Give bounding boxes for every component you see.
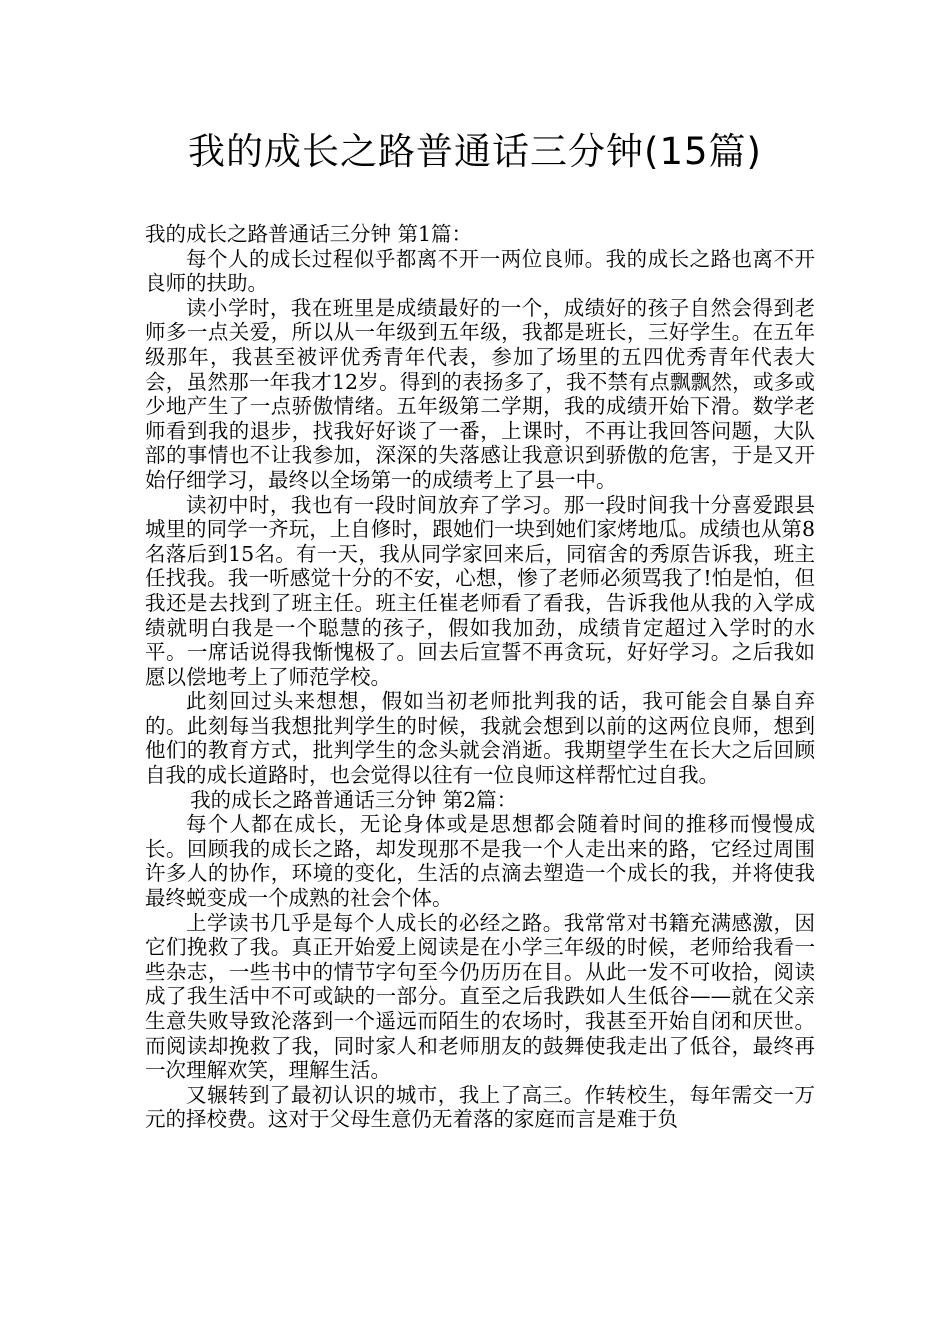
body-paragraph: 每个人都在成长，无论身体或是思想都会随着时间的推移而慢慢成长。回顾我的成长之路，却发现那不是我一个人走出来的路，它经过周围许多人的协作，环境的变化，生活的点滴去塑造一个成长的我，并将使我最终蜕变成一个成熟的社会个体。: [145, 812, 815, 911]
body-paragraph: 上学读书几乎是每个人成长的必经之路。我常常对书籍充满感激，因它们挽救了我。真正开始爱上阅读是在小学三年级的时候，老师给我看一些杂志，一些书中的情节字句至今仍历历在目。从此一发不可收拾，阅读成了我生活中不可或缺的一部分。直至之后我跌如人生低谷——就在父亲生意失败导致沦落到一个遥远而陌生的农场时，我甚至开始自闭和厌世。而阅读却挽救了我，同时家人和老师朋友的鼓舞使我走出了低谷，最终再一次理解欢笑，理解生活。: [145, 910, 815, 1083]
section-heading: 我的成长之路普通话三分钟 第2篇：: [190, 787, 518, 812]
section-heading: 我的成长之路普通话三分钟 第1篇：: [145, 222, 473, 246]
body-paragraph: 读小学时，我在班里是成绩最好的一个，成绩好的孩子自然会得到老师多一点关爱，所以从一年级到五年级，我都是班长，三好学生。在五年级那年，我甚至被评优秀青年代表，参加了场里的五四优秀青年代表大会，虽然那一年我才12岁。得到的表扬多了，我不禁有点飘飘然，或多或少地产生了一点骄傲情绪。五年级第二学期，我的成绩开始下滑。数学老师看到我的退步，找我好好谈了一番，上课时，不再让我回答问题，大队部的事情也不让我参加，深深的失落感让我意识到骄傲的危害，于是又开始仔细学习，最终以全场第一的成绩考上了县一中。: [145, 295, 815, 492]
body-paragraph: 又辗转到了最初认识的城市，我上了高三。作转校生，每年需交一万元的择校费。这对于父母生意仍无着落的家庭而言是难于负: [145, 1082, 815, 1132]
body-paragraph: 此刻回过头来想想，假如当初老师批判我的话，我可能会自暴自弃的。此刻每当我想批判学生的时候，我就会想到以前的这两位良师，想到他们的教育方式，批判学生的念头就会消逝。我期望学生在长大之后回顾自我的成长道路时，也会觉得以往有一位良师这样帮忙过自我。: [145, 689, 815, 788]
document-title: 我的成长之路普通话三分钟(15篇): [188, 130, 762, 173]
body-paragraph: 每个人的成长过程似乎都离不开一两位良师。我的成长之路也离不开良师的扶助。: [145, 246, 815, 296]
body-paragraph: 读初中时，我也有一段时间放弃了学习。那一段时间我十分喜爱跟县城里的同学一齐玩，上自修时，跟她们一块到她们家烤地瓜。成绩也从第8名落后到15名。有一天，我从同学家回来后，同宿舍的秀原告诉我，班主任找我。我一听感觉十分的不安，心想，惨了老师必须骂我了!怕是怕，但我还是去找到了班主任。班主任崔老师看了看我，告诉我他从我的入学成绩就明白我是一个聪慧的孩子，假如我加劲，成绩肯定超过入学时的水平。一席话说得我惭愧极了。回去后宣誓不再贪玩，好好学习。之后我如愿以偿地考上了师范学校。: [145, 492, 815, 689]
document-body: [145, 222, 815, 1132]
